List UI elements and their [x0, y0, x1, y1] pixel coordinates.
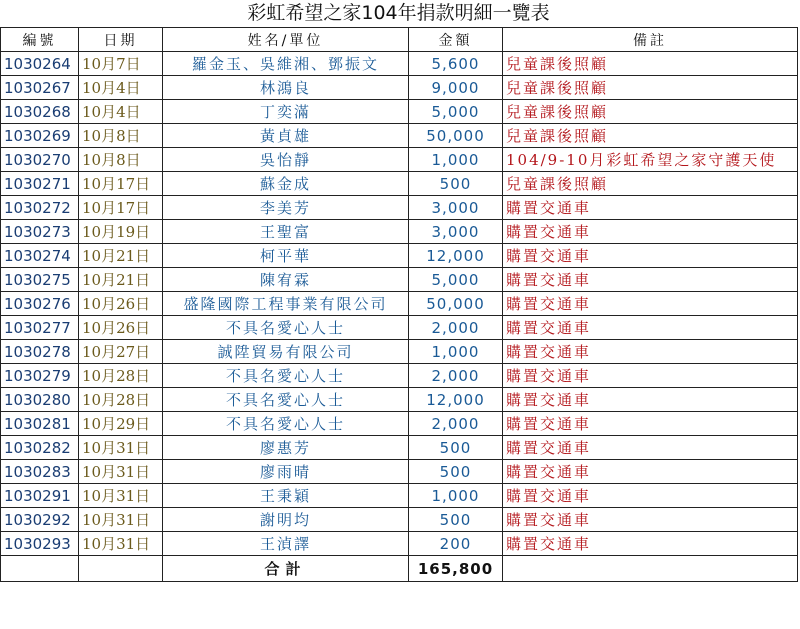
cell-id: 1030276 [1, 292, 79, 316]
cell-date: 10月31日 [79, 484, 163, 508]
cell-note: 兒童課後照顧 [503, 100, 798, 124]
table-row [1, 532, 798, 556]
cell-note: 購置交通車 [503, 388, 798, 412]
table-body [1, 52, 798, 556]
cell-amount: 1,000 [409, 148, 503, 172]
column-header-name: 姓名/單位 [163, 28, 409, 52]
cell-id: 1030281 [1, 412, 79, 436]
total-row [1, 556, 798, 582]
cell-name: 丁奕滿 [163, 100, 409, 124]
cell-note: 購置交通車 [503, 244, 798, 268]
cell-amount: 9,000 [409, 76, 503, 100]
cell-note: 購置交通車 [503, 412, 798, 436]
cell-amount: 12,000 [409, 388, 503, 412]
cell-date: 10月21日 [79, 244, 163, 268]
cell-amount: 2,000 [409, 412, 503, 436]
cell-date: 10月4日 [79, 100, 163, 124]
cell-amount: 12,000 [409, 244, 503, 268]
cell-id: 1030272 [1, 196, 79, 220]
cell-name: 蘇金成 [163, 172, 409, 196]
cell-name: 不具名愛心人士 [163, 316, 409, 340]
column-header-note: 備註 [503, 28, 798, 52]
table-row [1, 460, 798, 484]
cell-date: 10月27日 [79, 340, 163, 364]
cell-id: 1030292 [1, 508, 79, 532]
table-row [1, 124, 798, 148]
table-row [1, 220, 798, 244]
table-row [1, 292, 798, 316]
cell-amount: 200 [409, 532, 503, 556]
cell-date: 10月4日 [79, 76, 163, 100]
cell-date: 10月17日 [79, 196, 163, 220]
sheet-title: 彩虹希望之家104年捐款明細一覽表 [247, 2, 550, 24]
total-spacer [79, 556, 163, 582]
table-row [1, 412, 798, 436]
table-row [1, 148, 798, 172]
table-row [1, 172, 798, 196]
cell-date: 10月28日 [79, 364, 163, 388]
cell-amount: 500 [409, 172, 503, 196]
table-row [1, 52, 798, 76]
cell-note: 購置交通車 [503, 340, 798, 364]
table-row [1, 340, 798, 364]
cell-name: 吳怡靜 [163, 148, 409, 172]
cell-name: 羅金玉、吳維湘、鄧振文 [163, 52, 409, 76]
cell-date: 10月8日 [79, 124, 163, 148]
cell-amount: 50,000 [409, 124, 503, 148]
cell-amount: 500 [409, 508, 503, 532]
cell-name: 誠陞貿易有限公司 [163, 340, 409, 364]
cell-note: 購置交通車 [503, 220, 798, 244]
cell-name: 不具名愛心人士 [163, 388, 409, 412]
cell-name: 柯平華 [163, 244, 409, 268]
cell-id: 1030267 [1, 76, 79, 100]
cell-date: 10月17日 [79, 172, 163, 196]
cell-amount: 5,000 [409, 100, 503, 124]
cell-name: 李美芳 [163, 196, 409, 220]
cell-note: 購置交通車 [503, 508, 798, 532]
cell-id: 1030277 [1, 316, 79, 340]
cell-amount: 5,000 [409, 268, 503, 292]
column-header-id: 編號 [1, 28, 79, 52]
total-note-cell [503, 556, 798, 582]
cell-amount: 1,000 [409, 484, 503, 508]
cell-date: 10月28日 [79, 388, 163, 412]
table-row [1, 196, 798, 220]
cell-id: 1030283 [1, 460, 79, 484]
cell-name: 王秉穎 [163, 484, 409, 508]
table-row [1, 364, 798, 388]
total-label: 合計 [163, 556, 409, 582]
column-header-date: 日期 [79, 28, 163, 52]
cell-id: 1030278 [1, 340, 79, 364]
cell-date: 10月8日 [79, 148, 163, 172]
total-value: 165,800 [409, 556, 503, 582]
table-row [1, 316, 798, 340]
cell-name: 陳宥霖 [163, 268, 409, 292]
cell-date: 10月31日 [79, 436, 163, 460]
cell-date: 10月26日 [79, 316, 163, 340]
cell-amount: 3,000 [409, 220, 503, 244]
column-header-amount: 金額 [409, 28, 503, 52]
cell-name: 廖惠芳 [163, 436, 409, 460]
cell-date: 10月31日 [79, 532, 163, 556]
cell-id: 1030279 [1, 364, 79, 388]
cell-id: 1030264 [1, 52, 79, 76]
cell-date: 10月21日 [79, 268, 163, 292]
table-row [1, 508, 798, 532]
cell-date: 10月31日 [79, 460, 163, 484]
cell-note: 購置交通車 [503, 532, 798, 556]
cell-id: 1030280 [1, 388, 79, 412]
cell-amount: 3,000 [409, 196, 503, 220]
cell-note: 購置交通車 [503, 484, 798, 508]
cell-note: 購置交通車 [503, 268, 798, 292]
cell-note: 兒童課後照顧 [503, 52, 798, 76]
header-row [1, 28, 798, 52]
cell-note: 104/9-10月彩虹希望之家守護天使 [503, 148, 798, 172]
table-row [1, 100, 798, 124]
cell-note: 購置交通車 [503, 316, 798, 340]
cell-date: 10月29日 [79, 412, 163, 436]
cell-id: 1030271 [1, 172, 79, 196]
cell-date: 10月26日 [79, 292, 163, 316]
donation-table [0, 27, 798, 582]
cell-amount: 2,000 [409, 316, 503, 340]
cell-date: 10月19日 [79, 220, 163, 244]
cell-name: 不具名愛心人士 [163, 364, 409, 388]
cell-note: 兒童課後照顧 [503, 124, 798, 148]
table-row [1, 76, 798, 100]
cell-id: 1030274 [1, 244, 79, 268]
cell-amount: 1,000 [409, 340, 503, 364]
cell-date: 10月31日 [79, 508, 163, 532]
table-row [1, 388, 798, 412]
cell-name: 廖雨晴 [163, 460, 409, 484]
cell-id: 1030291 [1, 484, 79, 508]
cell-name: 王聖富 [163, 220, 409, 244]
cell-id: 1030273 [1, 220, 79, 244]
table-row [1, 244, 798, 268]
cell-name: 盛隆國際工程事業有限公司 [163, 292, 409, 316]
cell-note: 兒童課後照顧 [503, 172, 798, 196]
cell-amount: 50,000 [409, 292, 503, 316]
cell-amount: 500 [409, 460, 503, 484]
table-row [1, 268, 798, 292]
cell-note: 購置交通車 [503, 196, 798, 220]
table-row [1, 484, 798, 508]
cell-name: 黃貞雄 [163, 124, 409, 148]
total-spacer [1, 556, 79, 582]
cell-name: 王湞譯 [163, 532, 409, 556]
cell-amount: 5,600 [409, 52, 503, 76]
cell-id: 1030270 [1, 148, 79, 172]
cell-id: 1030268 [1, 100, 79, 124]
cell-id: 1030275 [1, 268, 79, 292]
cell-name: 謝明均 [163, 508, 409, 532]
cell-amount: 2,000 [409, 364, 503, 388]
cell-name: 林鴻良 [163, 76, 409, 100]
cell-note: 購置交通車 [503, 460, 798, 484]
cell-note: 購置交通車 [503, 436, 798, 460]
cell-date: 10月7日 [79, 52, 163, 76]
table-row [1, 436, 798, 460]
cell-name: 不具名愛心人士 [163, 412, 409, 436]
cell-id: 1030293 [1, 532, 79, 556]
cell-amount: 500 [409, 436, 503, 460]
cell-id: 1030269 [1, 124, 79, 148]
cell-note: 購置交通車 [503, 364, 798, 388]
cell-id: 1030282 [1, 436, 79, 460]
cell-note: 購置交通車 [503, 292, 798, 316]
cell-note: 兒童課後照顧 [503, 76, 798, 100]
